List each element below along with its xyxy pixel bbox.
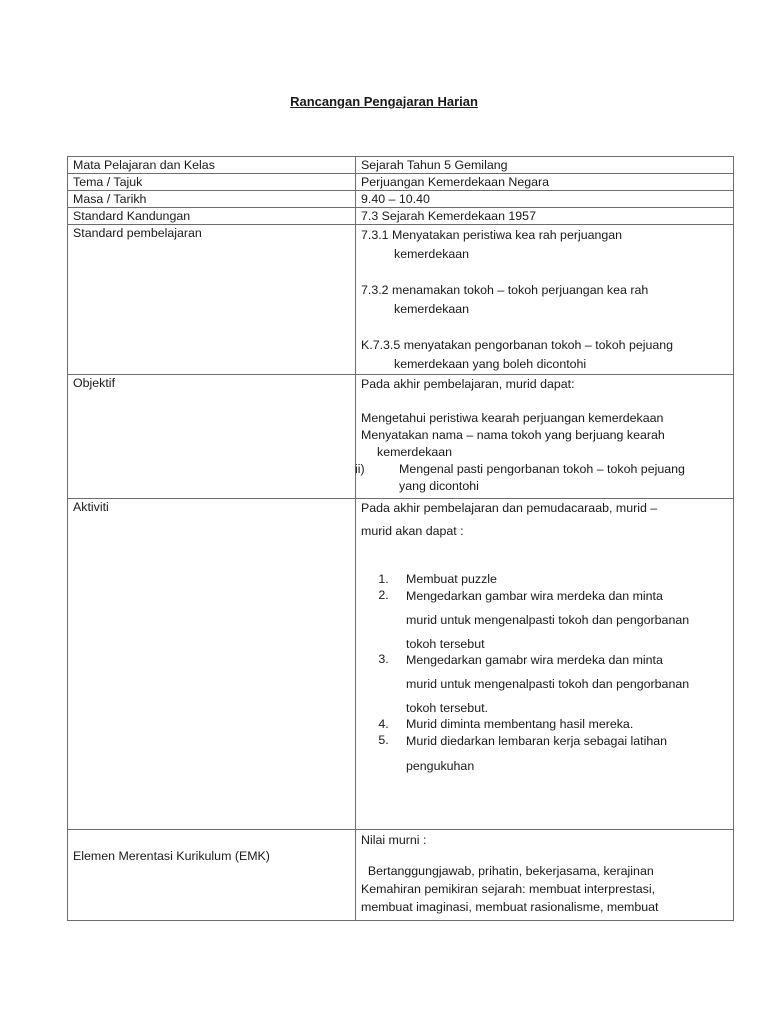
list-number: 3. xyxy=(378,652,389,666)
list-text: Mengedarkan gamabr wira merdeka dan minta xyxy=(406,653,663,667)
activity-cell xyxy=(356,499,734,830)
emk-label: Elemen Merentasi Kurikulum (EMK) xyxy=(73,849,270,863)
learning-standard-cell xyxy=(356,225,734,375)
text-line: 7.3.2 menamakan tokoh – tokoh perjuangan kea rah xyxy=(361,283,649,297)
list-item xyxy=(361,652,728,716)
row-value: 9.40 – 10.40 xyxy=(356,191,734,208)
list-item xyxy=(361,716,728,733)
table-row xyxy=(68,208,734,225)
text-line: membuat imaginasi, membuat rasionalisme, membuat xyxy=(361,900,659,914)
list-text: Membuat puzzle xyxy=(406,572,497,586)
row-label: Tema / Tajuk xyxy=(68,174,356,191)
row-label xyxy=(68,830,356,921)
lesson-plan-table xyxy=(67,156,734,921)
text-line: Menyatakan nama – nama tokoh yang berjuang kearah xyxy=(361,428,665,442)
text-line: Bertanggungjawab, prihatin, bekerjasama, kerajinan xyxy=(361,864,654,878)
row-value: Sejarah Tahun 5 Gemilang xyxy=(356,157,734,174)
row-label: Masa / Tarikh xyxy=(68,191,356,208)
list-number: 4. xyxy=(378,717,389,731)
row-label: Standard pembelajaran xyxy=(68,225,356,375)
list-text: Murid diminta membentang hasil mereka. xyxy=(406,717,634,731)
list-item xyxy=(361,571,728,588)
row-label: Mata Pelajaran dan Kelas xyxy=(68,157,356,174)
text-line: Mengenal pasti pengorbanan tokoh – tokoh pejuang xyxy=(399,462,685,476)
list-item xyxy=(361,588,728,652)
list-item xyxy=(361,733,728,774)
page-title: Rancangan Pengajaran Harian xyxy=(290,94,478,109)
table-row xyxy=(68,225,734,375)
text-line: Nilai murni : xyxy=(361,833,427,847)
text-line: Mengetahui peristiwa kearah perjuangan kemerdekaan xyxy=(361,411,664,425)
row-label: Standard Kandungan xyxy=(68,208,356,225)
list-marker: ii) xyxy=(355,462,365,476)
list-text: tokoh tersebut. xyxy=(406,701,488,715)
text-line: Kemahiran pemikiran sejarah: membuat interprestasi, xyxy=(361,882,656,896)
list-number: 1. xyxy=(378,572,389,586)
row-label: Aktiviti xyxy=(68,499,356,830)
text-line: 7.3.1 Menyatakan peristiwa kea rah perjuangan xyxy=(361,228,623,242)
text-line: yang dicontohi xyxy=(399,479,479,493)
objective-cell xyxy=(356,375,734,499)
table-row xyxy=(68,830,734,921)
text-line: kemerdekaan yang boleh dicontohi xyxy=(394,357,587,371)
list-item xyxy=(355,461,728,478)
table-row xyxy=(68,174,734,191)
text-line: Pada akhir pembelajaran, murid dapat: xyxy=(361,377,575,391)
list-text: pengukuhan xyxy=(406,759,475,773)
emk-cell xyxy=(356,830,734,921)
text-line: kemerdekaan xyxy=(394,302,470,316)
list-text: Murid diedarkan lembaran kerja sebagai latihan xyxy=(406,734,668,748)
list-text: Mengedarkan gambar wira merdeka dan minta xyxy=(406,589,663,603)
text-line: K.7.3.5 menyatakan pengorbanan tokoh – tokoh pejuang xyxy=(361,338,674,352)
row-label: Objektif xyxy=(68,375,356,499)
text-line: kemerdekaan xyxy=(394,247,470,261)
list-number: 5. xyxy=(378,733,389,747)
text-line: murid akan dapat : xyxy=(361,524,464,538)
row-value: 7.3 Sejarah Kemerdekaan 1957 xyxy=(356,208,734,225)
table-row xyxy=(68,375,734,499)
table-row xyxy=(68,499,734,830)
text-line: Pada akhir pembelajaran dan pemudacaraab, murid – xyxy=(361,501,658,515)
table-row xyxy=(68,157,734,174)
list-text: murid untuk mengenalpasti tokoh dan pengorbanan xyxy=(406,677,690,691)
list-text: murid untuk mengenalpasti tokoh dan pengorbanan xyxy=(406,613,690,627)
row-value: Perjuangan Kemerdekaan Negara xyxy=(356,174,734,191)
list-text: tokoh tersebut xyxy=(406,637,485,651)
list-number: 2. xyxy=(378,588,389,602)
table-row xyxy=(68,191,734,208)
text-line: kemerdekaan xyxy=(377,445,453,459)
